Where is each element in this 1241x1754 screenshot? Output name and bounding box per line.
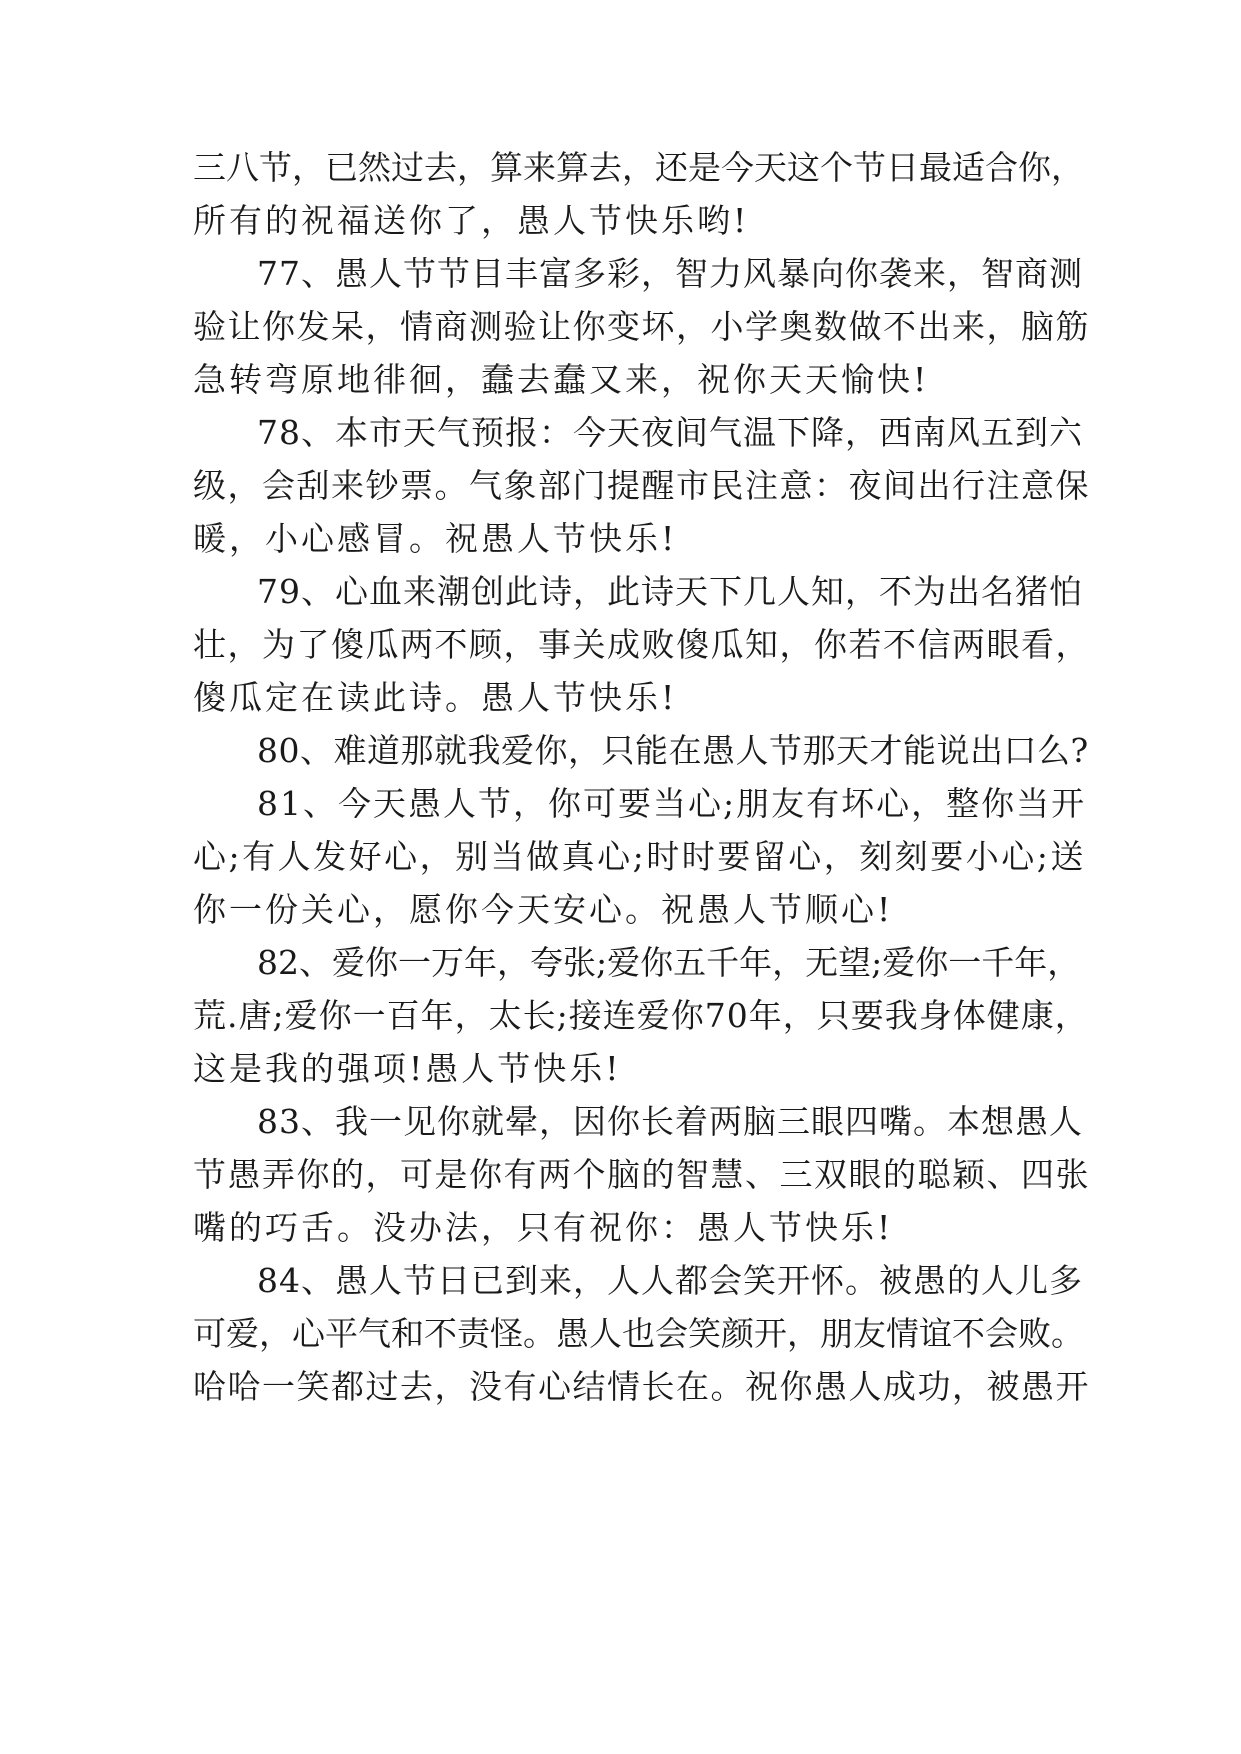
- paragraph-first-line: 84、愚人节日已到来，人人都会笑开怀。被愚的人儿多: [257, 1261, 1083, 1300]
- text-line: 节愚弄你的，可是你有两个脑的智慧、三双眼的聪颖、四张: [193, 1155, 1090, 1194]
- paragraph-first-line: 78、本市天气预报：今天夜间气温下降，西南风五到六: [257, 413, 1083, 452]
- paragraph-first-line: 80、难道那就我爱你，只能在愚人节那天才能说出口么?: [257, 731, 1089, 770]
- paragraph-first-line: 81、今天愚人节，你可要当心;朋友有坏心，整你当开: [257, 784, 1087, 823]
- text-line: 级，会刮来钞票。气象部门提醒市民注意：夜间出行注意保: [193, 466, 1090, 505]
- text-line: 嘴的巧舌。没办法，只有祝你：愚人节快乐!: [193, 1208, 894, 1247]
- text-line: 验让你发呆，情商测验让你变坏，小学奥数做不出来，脑筋: [193, 307, 1090, 346]
- text-line: 壮，为了傻瓜两不顾，事关成败傻瓜知，你若不信两眼看，: [193, 625, 1090, 664]
- text-line: 所有的祝福送你了，愚人节快乐哟!: [193, 201, 750, 240]
- text-line: 你一份关心，愿你今天安心。祝愚人节顺心!: [193, 890, 894, 929]
- text-line: 荒.唐;爱你一百年，太长;接连爱你70年，只要我身体健康，: [193, 996, 1089, 1035]
- paragraph-first-line: 83、我一见你就晕，因你长着两脑三眼四嘴。本想愚人: [257, 1102, 1083, 1141]
- paragraph-first-line: 82、爱你一万年，夸张;爱你五千年，无望;爱你一千年，: [257, 943, 1081, 982]
- paragraph-first-line: 79、心血来潮创此诗，此诗天下几人知，不为出名猪怕: [257, 572, 1083, 611]
- text-line: 心;有人发好心，别当做真心;时时要留心，刻刻要小心;送: [193, 837, 1086, 876]
- text-line: 三八节，已然过去，算来算去，还是今天这个节日最适合你，: [193, 148, 1084, 187]
- text-line: 这是我的强项!愚人节快乐!: [193, 1049, 622, 1088]
- text-line: 急转弯原地徘徊，蠢去蠢又来，祝你天天愉快!: [193, 360, 930, 399]
- text-line: 暖，小心感冒。祝愚人节快乐!: [193, 519, 678, 558]
- paragraph-first-line: 77、愚人节节目丰富多彩，智力风暴向你袭来，智商测: [257, 254, 1083, 293]
- text-line: 可爱，心平气和不责怪。愚人也会笑颜开，朋友情谊不会败。: [193, 1314, 1084, 1353]
- text-line: 哈哈一笑都过去，没有心结情长在。祝你愚人成功，被愚开: [193, 1367, 1090, 1406]
- text-line: 傻瓜定在读此诗。愚人节快乐!: [193, 678, 678, 717]
